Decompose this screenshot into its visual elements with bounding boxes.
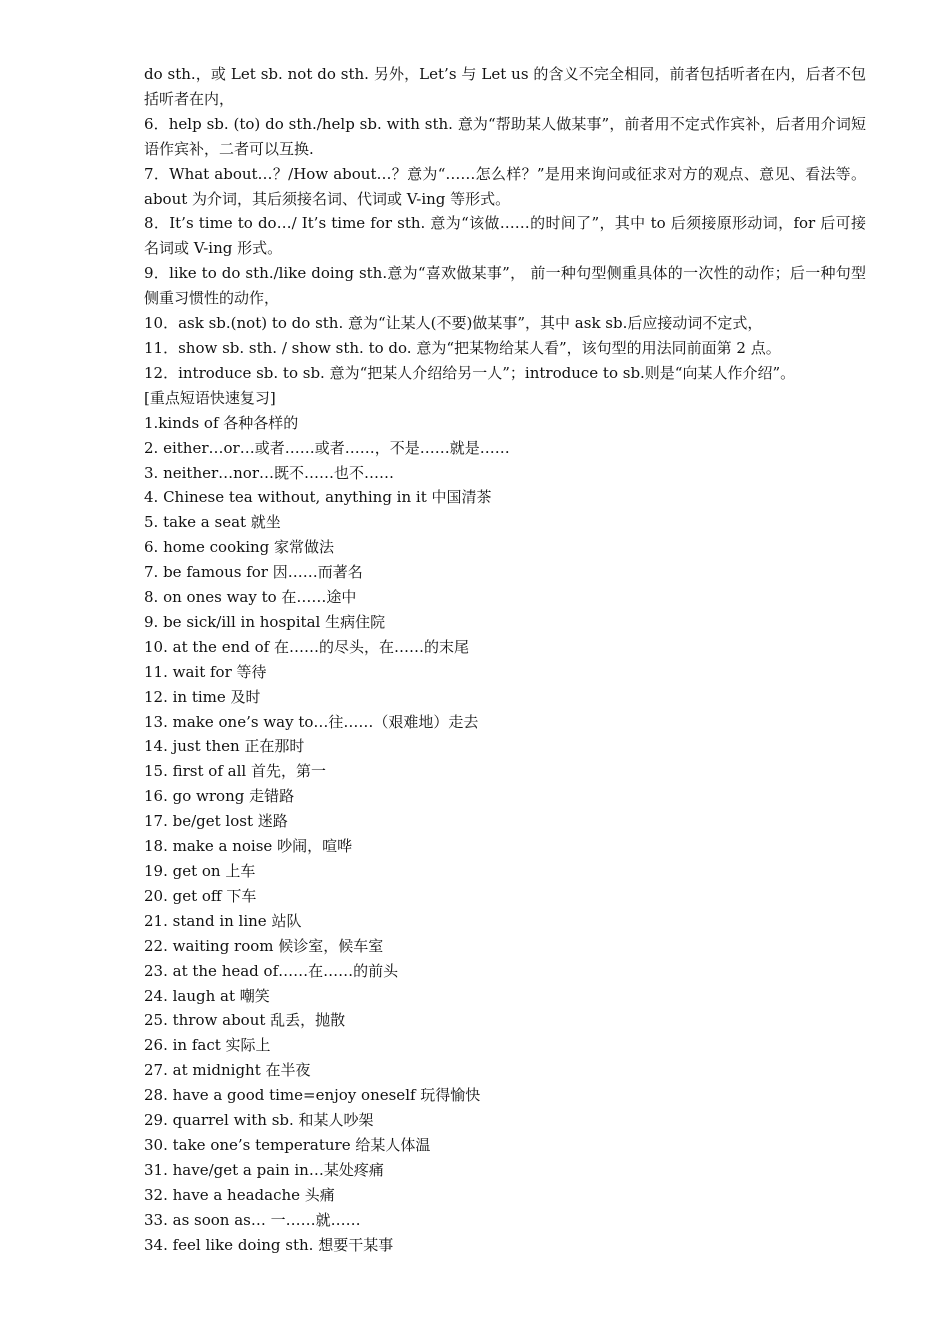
phrase-item: 6. home cooking 家常做法 bbox=[144, 538, 335, 557]
phrase-item: 21. stand in line 站队 bbox=[144, 911, 302, 930]
phrase-item: 9. be sick/ill in hospital 生病住院 bbox=[144, 612, 386, 631]
paragraph-help-sb: 6．help sb. (to) do sth./help sb. with sth. 意为“帮助某人做某事”，前者用不定式作宾补，后者用介词短语作宾补，二者可以互换. bbox=[144, 114, 866, 158]
phrase-item: 10. at the end of 在……的尽头，在……的末尾 bbox=[144, 637, 469, 656]
paragraph-ask-sb: 10．ask sb.(not) to do sth. 意为“让某人(不要)做某事”，其中 ask sb.后应接动词不定式， bbox=[144, 314, 763, 333]
phrase-item: 15. first of all 首先，第一 bbox=[144, 762, 326, 781]
phrase-item: 23. at the head of……在……的前头 bbox=[144, 961, 399, 980]
phrase-item: 30. take one’s temperature 给某人体温 bbox=[144, 1135, 431, 1154]
phrase-item: 26. in fact 实际上 bbox=[144, 1036, 271, 1055]
phrase-item: 2. either…or…或者……或者……，不是……就是…… bbox=[144, 438, 510, 457]
phrase-item: 8. on ones way to 在……途中 bbox=[144, 588, 357, 607]
phrase-item: 14. just then 正在那时 bbox=[144, 737, 305, 756]
phrase-item: 12. in time 及时 bbox=[144, 687, 261, 706]
phrase-list bbox=[144, 411, 866, 1258]
phrase-item: 19. get on 上车 bbox=[144, 862, 256, 880]
paragraph-let-usage: do sth.，或 Let sb. not do sth. 另外，Let’s 与 Let us 的含义不完全相同，前者包括听者在内，后者不包括听者在内， bbox=[144, 65, 866, 108]
phrase-item: 4. Chinese tea without, anything in it 中国清茶 bbox=[144, 488, 492, 507]
phrase-item: 33. as soon as… 一……就…… bbox=[144, 1210, 361, 1229]
paragraph-its-time: 8．It’s time to do…/ It’s time for sth. 意为“该做……的时间了”，其中 to 后须接原形动词，for 后可接名词或 V-ing 形式。 bbox=[144, 214, 866, 258]
phrase-item: 18. make a noise 吵闹，喧哗 bbox=[144, 837, 353, 856]
phrase-item: 27. at midnight 在半夜 bbox=[144, 1061, 311, 1080]
paragraph-like-to-do: 9．like to do sth./like doing sth.意为“喜欢做某事”， 前一种句型侧重具体的一次性的动作；后一种句型侧重习惯性的动作， bbox=[144, 264, 866, 308]
document-body bbox=[144, 62, 866, 1258]
phrase-item: 28. have a good time=enjoy oneself 玩得愉快 bbox=[144, 1086, 481, 1105]
phrase-item: 29. quarrel with sb. 和某人吵架 bbox=[144, 1111, 374, 1130]
phrase-item: 32. have a headache 头痛 bbox=[144, 1185, 335, 1204]
phrase-item: 25. throw about 乱丢，抛散 bbox=[144, 1011, 346, 1030]
section-heading: [重点短语快速复习] bbox=[144, 388, 276, 407]
phrase-item: 22. waiting room 候诊室，候车室 bbox=[144, 936, 384, 955]
phrase-item: 17. be/get lost 迷路 bbox=[144, 812, 288, 831]
phrase-item: 11. wait for 等待 bbox=[144, 662, 267, 681]
paragraph-show-sb: 11．show sb. sth. / show sth. to do. 意为“把某物给某人看”，该句型的用法同前面第 2 点。 bbox=[144, 338, 781, 357]
paragraph-what-about: 7．What about…？/How about…？意为“……怎么样？”是用来询问或征求对方的观点、意见、看法等。about 为介词，其后须接名词、代词或 V-ing 等形式。 bbox=[144, 164, 866, 208]
phrase-item: 24. laugh at 嘲笑 bbox=[144, 986, 270, 1005]
phrase-item: 13. make one’s way to…往……（艰难地）走去 bbox=[144, 712, 479, 731]
phrase-item: 34. feel like doing sth. 想要干某事 bbox=[144, 1235, 394, 1254]
phrase-item: 7. be famous for 因……而著名 bbox=[144, 563, 363, 582]
phrase-item: 16. go wrong 走错路 bbox=[144, 787, 295, 806]
phrase-item: 3. neither…nor…既不……也不…… bbox=[144, 463, 395, 482]
paragraph-introduce-sb: 12．introduce sb. to sb. 意为“把某人介绍给另一人”；introduce to sb.则是“向某人作介绍”。 bbox=[144, 363, 796, 382]
phrase-item: 5. take a seat 就坐 bbox=[144, 513, 281, 532]
phrase-item: 31. have/get a pain in…某处疼痛 bbox=[144, 1160, 384, 1179]
phrase-item: 20. get off 下车 bbox=[144, 886, 257, 905]
phrase-item: 1.kinds of 各种各样的 bbox=[144, 413, 299, 432]
